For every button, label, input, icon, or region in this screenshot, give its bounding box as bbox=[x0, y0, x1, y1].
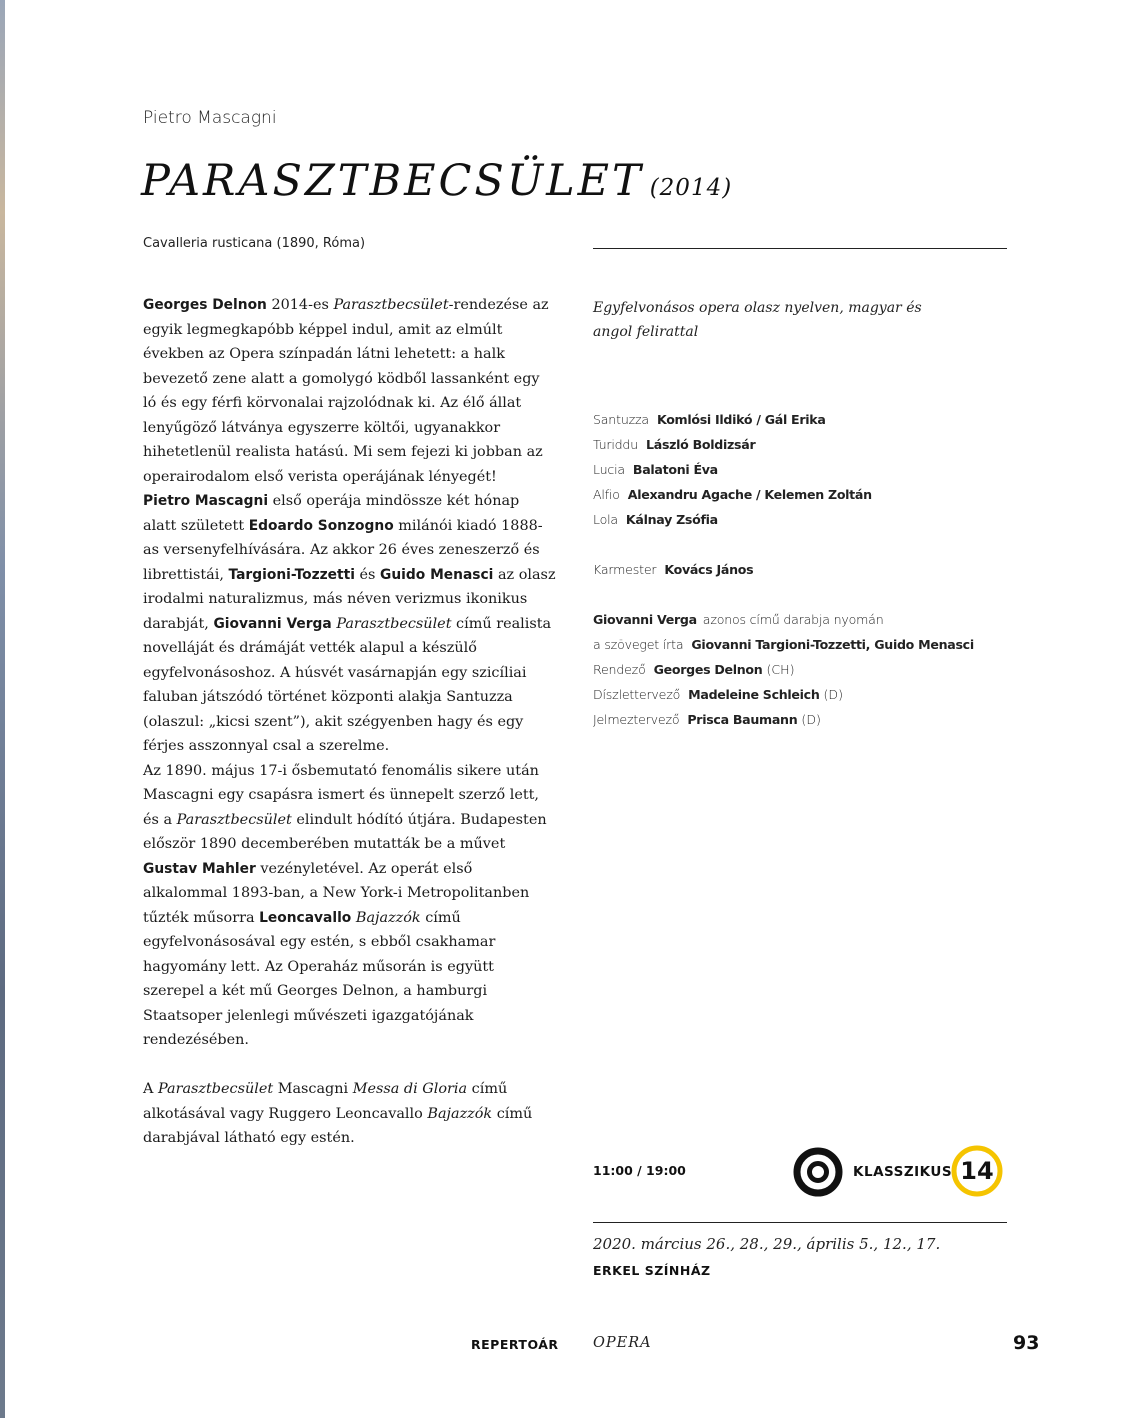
footer-section: REPERTOÁR bbox=[471, 1337, 559, 1352]
article-paragraph bbox=[143, 489, 556, 759]
cast-row bbox=[593, 507, 872, 532]
bold-name: Gustav Mahler bbox=[143, 860, 256, 877]
cast-row bbox=[593, 432, 872, 457]
cast-name: Kálnay Zsófia bbox=[625, 512, 718, 527]
language-note: Egyfelvonásos opera olasz nyelven, magyar és angol felirattal bbox=[593, 300, 922, 340]
team-country: (D) bbox=[823, 687, 844, 702]
page-title bbox=[141, 156, 732, 206]
italic-title: Bajazzók bbox=[355, 909, 421, 926]
article-body bbox=[143, 293, 556, 1151]
bold-name: Georges Delnon bbox=[143, 297, 267, 313]
text-run: az olasz irodalmi naturalizmus, más néven verizmus ikonikus darabját, bbox=[143, 566, 556, 632]
team-name: Madeleine Schleich bbox=[688, 687, 820, 702]
libretto-names: Giovanni Targioni-Tozzetti, Guido Menasci bbox=[691, 637, 974, 652]
conductor-row bbox=[593, 557, 753, 582]
article-paragraph bbox=[143, 759, 556, 1053]
text-run: -rendezése az egyik legmegkapóbb képpel indul, amit az elmúlt években az Opera színpadán látni lehetett: a halk bevezető zene alatt a gomolygó ködből lassanként egy ló és egy férfi körvonalai rajzolódnak ki. Az élő állat lenyűgöző látványa egyszerre költői, ugyanakkor hihetetlenül realista hatású. Mi sem fejezi ki jobban az operairodalom első verista operájának lényegét! bbox=[143, 297, 549, 485]
bold-name: Edoardo Sonzogno bbox=[248, 517, 394, 534]
cast-name: Komlósi Ildikó / Gál Erika bbox=[656, 412, 826, 427]
production-year: (2014) bbox=[649, 175, 733, 201]
text-run: című egyfelvonásosával egy estén, s ebből csakhamar hagyomány lett. Az Operaház műsorán is együtt szerepel a két mű Georges Delnon, a hamburgi Staatsoper jelenlegi művészeti igazgatójának rendezésében. bbox=[143, 909, 496, 1048]
libretto-row bbox=[593, 632, 974, 657]
cast-row bbox=[593, 457, 872, 482]
age-rating-badge bbox=[951, 1145, 1003, 1197]
text-run: 2014-es bbox=[266, 297, 334, 313]
cast-role: Turiddu bbox=[593, 437, 639, 452]
conductor-role: Karmester bbox=[593, 562, 657, 577]
bold-name: Giovanni Verga bbox=[213, 615, 332, 632]
text-run: és bbox=[354, 566, 381, 583]
italic-title: Messa di Gloria bbox=[352, 1081, 468, 1097]
team-row bbox=[593, 707, 974, 732]
italic-title: Parasztbecsület bbox=[336, 615, 452, 632]
team-country: (D) bbox=[801, 712, 821, 727]
bold-name: Leoncavallo bbox=[259, 909, 352, 926]
page-number: 93 bbox=[1013, 1332, 1040, 1354]
italic-title: Parasztbecsület bbox=[176, 811, 292, 828]
cast-role: Lola bbox=[593, 512, 618, 527]
cast-list bbox=[593, 407, 872, 532]
italic-title: Parasztbecsület bbox=[333, 297, 449, 313]
divider-bottom bbox=[593, 1222, 1007, 1223]
bold-name: Guido Menasci bbox=[380, 566, 494, 583]
text-run: Mascagni bbox=[273, 1081, 353, 1097]
cast-row bbox=[593, 482, 872, 507]
libretto-role: a szöveget írta bbox=[593, 637, 684, 652]
cast-name: Alexandru Agache / Kelemen Zoltán bbox=[627, 487, 872, 502]
series-name: KLASSZIKUS bbox=[853, 1164, 953, 1180]
article-paragraph bbox=[143, 1077, 556, 1151]
cast-role: Santuzza bbox=[593, 412, 649, 427]
divider-top bbox=[593, 248, 1007, 249]
series-target-icon bbox=[793, 1147, 843, 1197]
cast-name: Balatoni Éva bbox=[632, 462, 718, 477]
performance-times: 11:00 / 19:00 bbox=[593, 1163, 686, 1178]
team-name: Prisca Baumann bbox=[687, 712, 798, 727]
text-run: című darabjával látható egy estén. bbox=[143, 1105, 533, 1146]
age-rating-number: 14 bbox=[960, 1157, 994, 1185]
team-role: Jelmeztervező bbox=[593, 712, 680, 727]
bold-name: Targioni-Tozzetti bbox=[228, 566, 355, 583]
text-run: című alkotásával vagy Ruggero Leoncavallo bbox=[143, 1081, 508, 1122]
cast-row bbox=[593, 407, 872, 432]
team-row bbox=[593, 682, 974, 707]
team-role: Rendező bbox=[593, 662, 646, 677]
article-paragraph bbox=[143, 293, 556, 489]
venue-name: ERKEL SZÍNHÁZ bbox=[593, 1263, 711, 1278]
text-run: A bbox=[143, 1081, 158, 1097]
text-run: vezényletével. Az operát első alkalommal 1893-ban, a New York-i Metropolitanben tűzték műsorra bbox=[143, 860, 530, 926]
page-edge-strip bbox=[0, 0, 5, 1418]
source-author: Giovanni Verga bbox=[593, 612, 697, 627]
source-text: azonos című darabja nyomán bbox=[702, 612, 884, 627]
text-run: első operája mindössze két hónap alatt született bbox=[143, 493, 520, 534]
source-row bbox=[593, 607, 974, 632]
cast-role: Alfio bbox=[593, 487, 620, 502]
text-run: című realista novelláját és drámáját vették alapul a készülő egyfelvonásoshoz. A húsvét vasárnapján egy szicíliai faluban játszódó történet központi alakja Santuzza (olaszul: „kicsi szent”), akit szégyenben hagy és egy férjes asszonnyal csal a szerelme. bbox=[143, 615, 552, 754]
footer-category: OPERA bbox=[593, 1335, 652, 1351]
original-title: Cavalleria rusticana (1890, Róma) bbox=[143, 236, 366, 251]
text-run: milánói kiadó 1888-as versenyfelhívására. Az akkor 26 éves zeneszerző és librettistái, bbox=[143, 517, 543, 583]
conductor-name: Kovács János bbox=[664, 562, 754, 577]
conductor-credit bbox=[593, 557, 753, 582]
italic-title: Bajazzók bbox=[427, 1105, 493, 1122]
opera-title: PARASZTBECSÜLET bbox=[141, 156, 644, 206]
text-run: Az 1890. május 17-i ősbemutató fenomális sikere után Mascagni egy csapásra ismert és ünnepelt szerző lett, és a bbox=[143, 762, 539, 828]
team-role: Díszlettervező bbox=[593, 687, 681, 702]
composer-name: Pietro Mascagni bbox=[143, 108, 277, 128]
cast-role: Lucia bbox=[593, 462, 625, 477]
text-run: elindult hódító útjára. Budapesten először 1890 decemberében mutatták be a művet bbox=[143, 811, 547, 852]
bold-name: Pietro Mascagni bbox=[143, 493, 269, 509]
performance-dates: 2020. március 26., 28., 29., április 5., 12., 17. bbox=[593, 1235, 941, 1253]
cast-name: László Boldizsár bbox=[646, 437, 756, 452]
team-country: (CH) bbox=[766, 662, 795, 677]
team-row bbox=[593, 657, 974, 682]
team-name: Georges Delnon bbox=[653, 662, 763, 677]
creative-team bbox=[593, 607, 974, 732]
italic-title: Parasztbecsület bbox=[157, 1081, 274, 1097]
